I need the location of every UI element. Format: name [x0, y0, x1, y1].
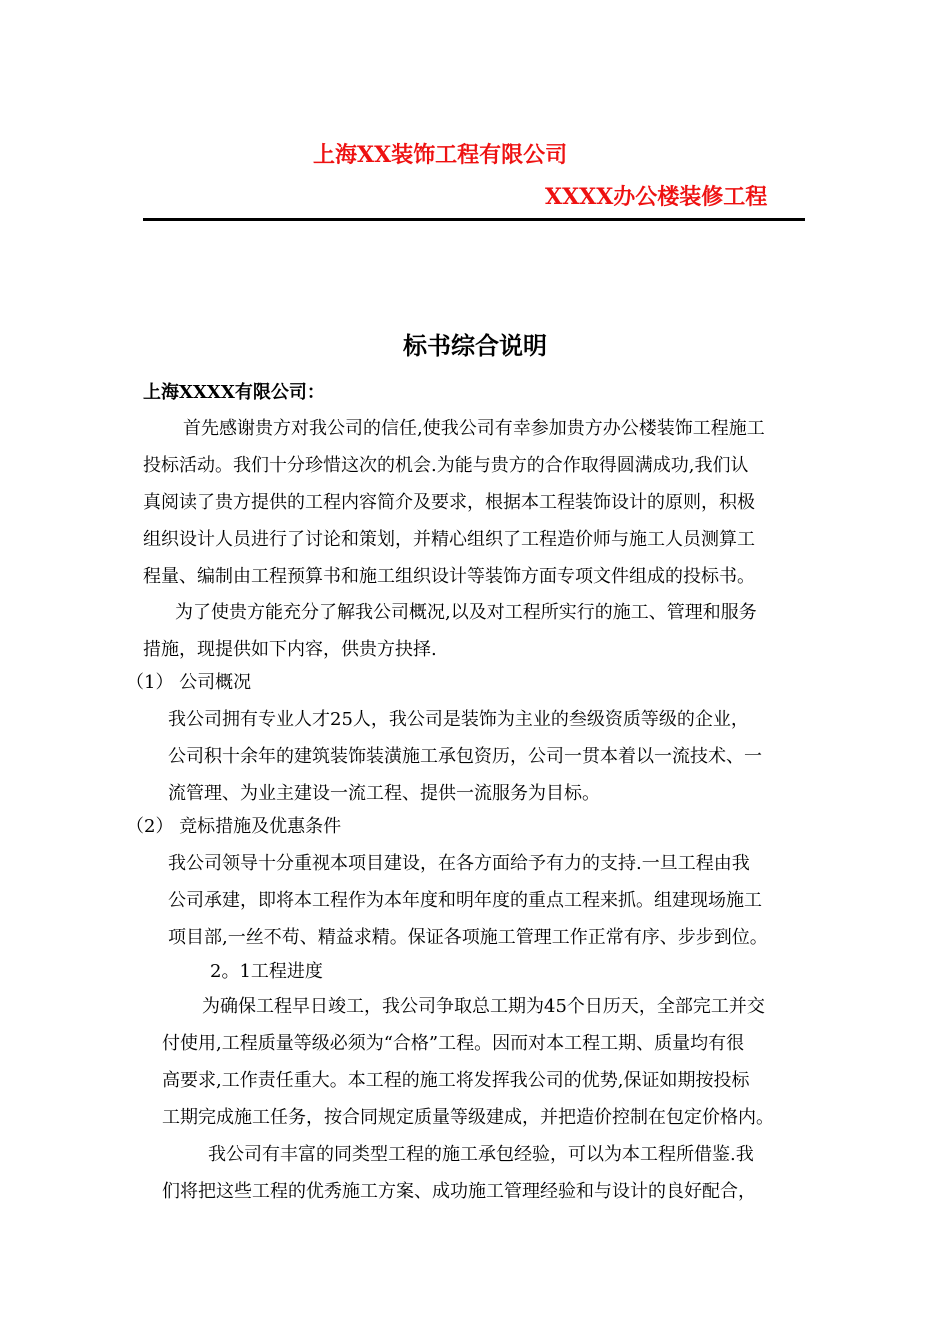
- header-company-name: 上海XX装饰工程有限公司: [313, 142, 568, 168]
- subsection-2-1-p1-line-3: 高要求,工作责任重大。本工程的施工将发挥我公司的优势,保证如期按投标: [162, 1070, 750, 1091]
- section-2-heading: （2） 竞标措施及优惠条件: [126, 816, 342, 837]
- section-2-line-1: 我公司领导十分重视本项目建设，在各方面给予有力的支持.一旦工程由我: [168, 853, 750, 874]
- subsection-2-1-p1-line-1: 为确保工程早日竣工，我公司争取总工期为45个日历天，全部完工并交: [202, 996, 765, 1017]
- intro-p1-line-4: 组织设计人员进行了讨论和策划，并精心组织了工程造价师与施工人员测算工: [143, 529, 755, 550]
- subsection-2-1-p2-line-2: 们将把这些工程的优秀施工方案、成功施工管理经验和与设计的良好配合，: [162, 1181, 756, 1202]
- section-1-heading: （1） 公司概况: [126, 672, 252, 693]
- document-title: 标书综合说明: [403, 331, 547, 360]
- section-2-line-3: 项目部,一丝不苟、精益求精。保证各项施工管理工作正常有序、步步到位。: [168, 927, 768, 948]
- section-1-line-1: 我公司拥有专业人才25人，我公司是装饰为主业的叁级资质等级的企业，: [168, 709, 749, 730]
- header-project-name: XXXX办公楼装修工程: [545, 184, 768, 210]
- subsection-2-1-p1-line-4: 工期完成施工任务，按合同规定质量等级建成，并把造价控制在包定价格内。: [162, 1107, 774, 1128]
- subsection-2-1-p2-line-1: 我公司有丰富的同类型工程的施工承包经验，可以为本工程所借鉴.我: [208, 1144, 754, 1165]
- intro-p2-line-2: 措施，现提供如下内容，供贵方抉择.: [143, 639, 437, 660]
- intro-p1-line-1: 首先感谢贵方对我公司的信任,使我公司有幸参加贵方办公楼装饰工程施工: [183, 418, 765, 439]
- intro-p2-line-1: 为了使贵方能充分了解我公司概况,以及对工程所实行的施工、管理和服务: [175, 602, 757, 623]
- section-1-line-3: 流管理、为业主建设一流工程、提供一流服务为目标。: [168, 783, 600, 804]
- section-1-line-2: 公司积十余年的建筑装饰装潢施工承包资历，公司一贯本着以一流技术、一: [168, 746, 762, 767]
- header-divider: [143, 218, 805, 221]
- salutation: 上海XXXX有限公司：: [143, 382, 325, 403]
- intro-p1-line-3: 真阅读了贵方提供的工程内容简介及要求，根据本工程装饰设计的原则，积极: [143, 492, 755, 513]
- section-2-line-2: 公司承建，即将本工程作为本年度和明年度的重点工程来抓。组建现场施工: [168, 890, 762, 911]
- subsection-2-1-p1-line-2: 付使用,工程质量等级必须为“合格”工程。因而对本工程工期、质量均有很: [162, 1033, 745, 1054]
- intro-p1-line-5: 程量、编制由工程预算书和施工组织设计等装饰方面专项文件组成的投标书。: [143, 566, 755, 587]
- subsection-2-1-heading: 2。1工程进度: [210, 961, 323, 982]
- intro-p1-line-2: 投标活动。我们十分珍惜这次的机会.为能与贵方的合作取得圆满成功,我们认: [143, 455, 749, 476]
